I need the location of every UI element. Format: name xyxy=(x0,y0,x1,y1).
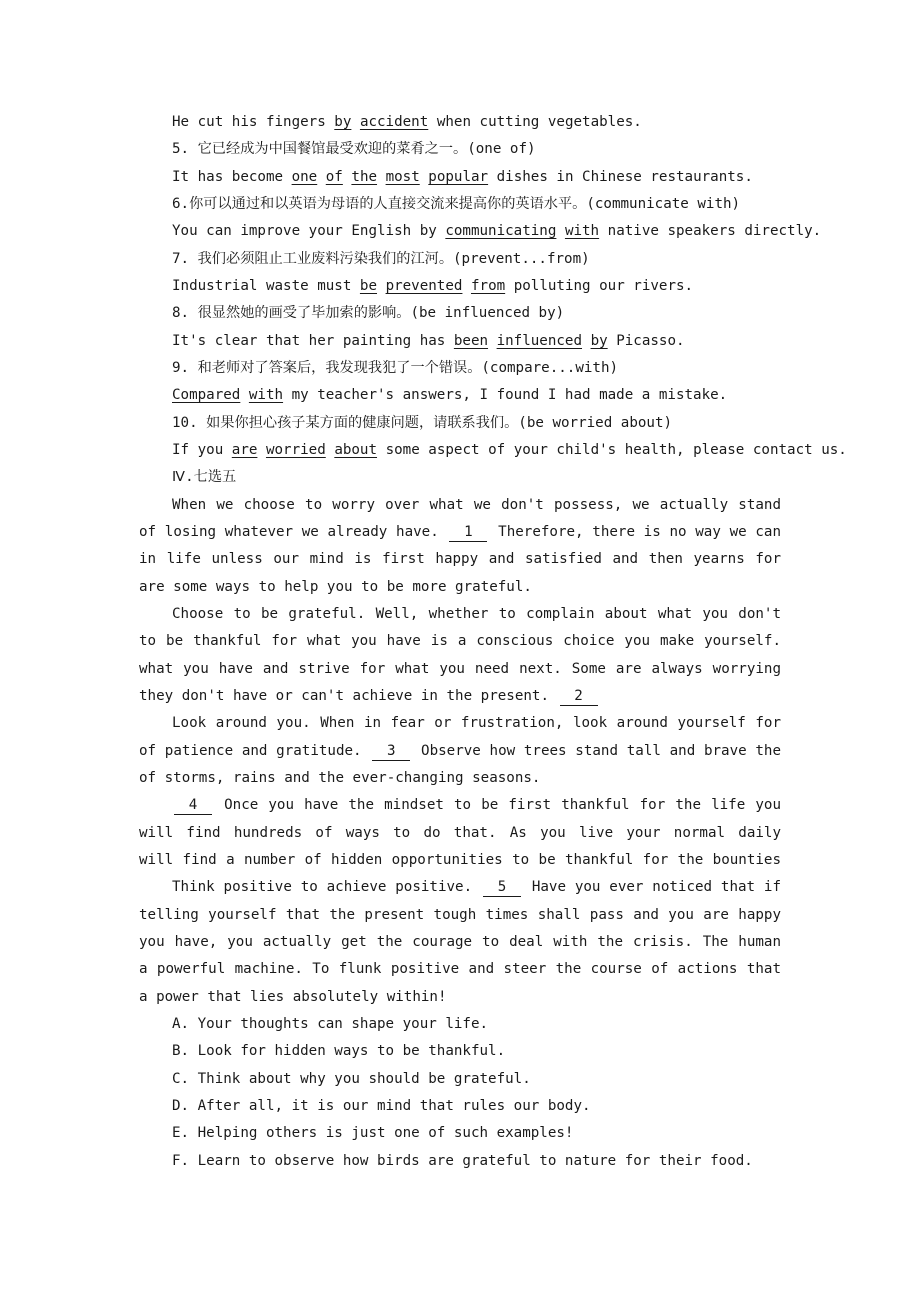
translation-prompt-7: 7. 我们必须阻止工业废料污染我们的江河。(prevent...from) xyxy=(172,251,590,267)
option-e: E. Helping others is just one of such examples! xyxy=(172,1125,574,1141)
option-b: B. Look for hidden ways to be thankful. xyxy=(172,1043,506,1059)
answer-underlined: are xyxy=(231,442,258,458)
answer-underlined: with xyxy=(564,223,600,239)
answer-underlined: of xyxy=(325,169,343,185)
answer-underlined: from xyxy=(470,278,506,294)
option-d: D. After all, it is our mind that rules our body. xyxy=(172,1098,591,1114)
passage-line: will find a number of hidden opportunities to be thankful for the bounties xyxy=(139,852,781,868)
passage-text: Have you ever noticed that if xyxy=(531,879,781,895)
translation-answer-4 xyxy=(172,109,642,136)
answer-blank-5[interactable]: 5 xyxy=(483,878,521,897)
passage-line: a powerful machine. To flunk positive and steer the course of actions that xyxy=(139,961,781,977)
passage-line xyxy=(172,874,781,901)
passage-line: of storms, rains and the ever-changing seasons. xyxy=(139,770,541,786)
answer-underlined: the xyxy=(351,169,378,185)
passage-line: in life unless our mind is first happy and satisfied and then yearns for xyxy=(139,551,781,567)
passage-line xyxy=(172,792,781,819)
answer-text: If you xyxy=(172,442,232,458)
passage-line: are some ways to help you to be more grateful. xyxy=(139,579,532,595)
answer-underlined: been xyxy=(453,333,489,349)
translation-prompt-8: 8. 很显然她的画受了毕加索的影响。(be influenced by) xyxy=(172,305,565,321)
passage-text: Observe how trees stand tall and brave the xyxy=(421,743,781,759)
answer-underlined: communicating xyxy=(445,223,557,239)
passage-line: will find hundreds of ways to do that. As you live your normal daily xyxy=(139,825,781,841)
translation-prompt-9: 9. 和老师对了答案后，我发现我犯了一个错误。(compare...with) xyxy=(172,360,619,376)
passage-line: Choose to be grateful. Well, whether to complain about what you don't xyxy=(172,606,781,622)
passage-line: to be thankful for what you have is a conscious choice you make yourself. xyxy=(139,633,781,649)
translation-answer-9 xyxy=(172,382,727,409)
answer-text: when cutting vegetables. xyxy=(428,114,642,130)
answer-text: dishes in Chinese restaurants. xyxy=(488,169,753,185)
answer-underlined: Compared xyxy=(172,387,241,403)
passage-line: you have, you actually get the courage to deal with the crisis. The human xyxy=(139,934,781,950)
passage-text: of losing whatever we already have. xyxy=(139,524,439,540)
passage-text: Think positive to achieve positive. xyxy=(172,879,473,895)
passage-line: a power that lies absolutely within! xyxy=(139,989,447,1005)
answer-underlined: worried xyxy=(265,442,326,458)
passage-text: Once you have the mindset to be first thankful for the life you xyxy=(224,797,781,813)
section-heading: Ⅳ.七选五 xyxy=(172,469,237,485)
answer-underlined: by xyxy=(334,114,352,130)
translation-answer-8 xyxy=(172,328,685,355)
passage-text: they don't have or can't achieve in the present. xyxy=(139,688,549,704)
answer-text: It's clear that her painting has xyxy=(172,333,454,349)
answer-blank-3[interactable]: 3 xyxy=(372,742,410,761)
translation-answer-6 xyxy=(172,218,821,245)
answer-underlined: about xyxy=(334,442,378,458)
answer-text: some aspect of your child's health, please contact us. xyxy=(377,442,847,458)
answer-text: He cut his fingers xyxy=(172,114,335,130)
passage-line: what you have and strive for what you need next. Some are always worrying xyxy=(139,661,781,677)
translation-prompt-5: 5. 它已经成为中国餐馆最受欢迎的菜肴之一。(one of) xyxy=(172,141,536,157)
passage-line: When we choose to worry over what we don't possess, we actually stand xyxy=(172,497,781,513)
translation-prompt-6: 6.你可以通过和以英语为母语的人直接交流来提高你的英语水平。(communicate with) xyxy=(172,196,741,212)
passage-line xyxy=(139,683,600,710)
passage-line xyxy=(139,738,781,765)
answer-underlined: be xyxy=(359,278,378,294)
passage-line: telling yourself that the present tough times shall pass and you are happy xyxy=(139,907,781,923)
option-c: C. Think about why you should be grateful. xyxy=(172,1071,531,1087)
passage-line xyxy=(139,519,781,546)
passage-text: of patience and gratitude. xyxy=(139,743,362,759)
answer-underlined: most xyxy=(385,169,420,185)
answer-underlined: accident xyxy=(359,114,429,130)
answer-text: native speakers directly. xyxy=(599,223,822,239)
answer-underlined: by xyxy=(590,333,608,349)
answer-underlined: popular xyxy=(428,169,489,185)
translation-answer-10 xyxy=(172,437,847,464)
answer-blank-2[interactable]: 2 xyxy=(560,687,598,706)
option-f: F. Learn to observe how birds are grateful to nature for their food. xyxy=(172,1153,753,1169)
answer-underlined: one xyxy=(291,169,318,185)
answer-underlined: influenced xyxy=(496,333,583,349)
option-a: A. Your thoughts can shape your life. xyxy=(172,1016,489,1032)
answer-text: my teacher's answers, I found I had made a mistake. xyxy=(283,387,728,403)
answer-underlined: prevented xyxy=(385,278,463,294)
answer-text: Industrial waste must xyxy=(172,278,360,294)
answer-blank-1[interactable]: 1 xyxy=(449,523,487,542)
answer-blank-4[interactable]: 4 xyxy=(174,796,212,815)
translation-prompt-10: 10. 如果你担心孩子某方面的健康问题，请联系我们。(be worried about) xyxy=(172,415,673,431)
translation-answer-5 xyxy=(172,164,753,191)
passage-line: Look around you. When in fear or frustration, look around yourself for xyxy=(172,715,781,731)
answer-text: It has become xyxy=(172,169,292,185)
answer-underlined: with xyxy=(248,387,284,403)
translation-answer-7 xyxy=(172,273,693,300)
answer-text: polluting our rivers. xyxy=(505,278,694,294)
passage-text: Therefore, there is no way we can xyxy=(498,524,781,540)
answer-text: Picasso. xyxy=(607,333,685,349)
answer-text: You can improve your English by xyxy=(172,223,446,239)
